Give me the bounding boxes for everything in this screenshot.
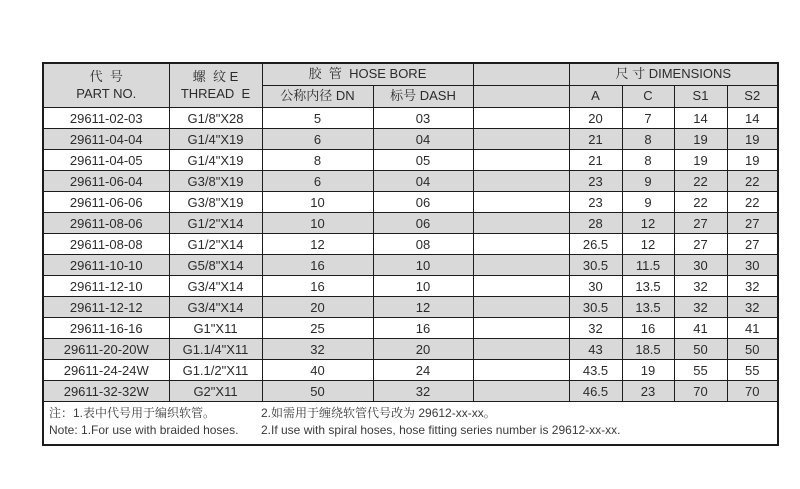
col-header-thread (169, 63, 262, 108)
dim-a-cell: 30.5 (569, 297, 622, 318)
spec-table (42, 62, 779, 446)
dim-c-cell: 7 (622, 108, 674, 129)
dash-cell: 04 (373, 129, 473, 150)
dim-s1-cell: 19 (674, 129, 727, 150)
dim-c-cell: 18.5 (622, 339, 674, 360)
part-no-cell: 29611-08-08 (43, 234, 169, 255)
dim-c-cell: 16 (622, 318, 674, 339)
thread-cn-label: 螺 纹 E (192, 69, 239, 85)
blank-cell (473, 276, 569, 297)
blank-cell (473, 255, 569, 276)
blank-cell (473, 339, 569, 360)
blank-cell (473, 318, 569, 339)
dim-c-cell: 19 (622, 360, 674, 381)
dim-s2-cell: 32 (727, 297, 778, 318)
notes-cell (43, 402, 778, 445)
note-cn-2: 2.如需用于缠绕软管代号改为 29612-xx-xx。 (261, 406, 496, 420)
thread-cell: G3/4"X14 (169, 297, 262, 318)
dim-c-cell: 13.5 (622, 276, 674, 297)
note-cn-1: 注：1.表中代号用于编织软管。 (49, 406, 216, 420)
table-row (43, 171, 778, 192)
blank-cell (473, 213, 569, 234)
part-no-en-label: PART NO. (76, 85, 137, 101)
dash-cell: 10 (373, 276, 473, 297)
dn-cell: 25 (262, 318, 373, 339)
table-row (43, 129, 778, 150)
blank-cell (473, 360, 569, 381)
blank-cell (473, 108, 569, 129)
dash-cell: 06 (373, 213, 473, 234)
dim-s1-cell: 27 (674, 234, 727, 255)
part-no-cell: 29611-06-06 (43, 192, 169, 213)
dn-cell: 50 (262, 381, 373, 402)
table-row (43, 255, 778, 276)
thread-cell: G1/2"X14 (169, 213, 262, 234)
dash-cell: 32 (373, 381, 473, 402)
note-line-cn (49, 405, 772, 422)
notes-row (43, 402, 778, 445)
col-header-part-no (43, 63, 169, 108)
dn-cell: 16 (262, 255, 373, 276)
table-row (43, 213, 778, 234)
dim-c-cell: 8 (622, 150, 674, 171)
part-no-cell: 29611-12-12 (43, 297, 169, 318)
thread-cell: G1/2"X14 (169, 234, 262, 255)
dim-s2-cell: 22 (727, 192, 778, 213)
col-header-blank-bottom (473, 86, 569, 108)
thread-cell: G2"X11 (169, 381, 262, 402)
dim-a-cell: 23 (569, 171, 622, 192)
dim-c-cell: 12 (622, 234, 674, 255)
dash-cell: 24 (373, 360, 473, 381)
dim-c-cell: 9 (622, 171, 674, 192)
part-no-cell: 29611-10-10 (43, 255, 169, 276)
dn-cell: 20 (262, 297, 373, 318)
dim-a-cell: 30.5 (569, 255, 622, 276)
dim-a-cell: 32 (569, 318, 622, 339)
thread-cell: G3/4"X14 (169, 276, 262, 297)
dn-cell: 5 (262, 108, 373, 129)
dim-s1-cell: 50 (674, 339, 727, 360)
dn-cell: 10 (262, 213, 373, 234)
dash-cell: 10 (373, 255, 473, 276)
dim-a-cell: 21 (569, 150, 622, 171)
thread-en-label: THREAD E (180, 85, 251, 101)
table-row (43, 297, 778, 318)
col-header-s1: S1 (674, 86, 727, 108)
part-no-cell: 29611-04-04 (43, 129, 169, 150)
thread-cell: G1"X11 (169, 318, 262, 339)
dash-cell: 20 (373, 339, 473, 360)
dn-cell: 10 (262, 192, 373, 213)
col-header-blank-top (473, 63, 569, 86)
dim-s1-cell: 27 (674, 213, 727, 234)
note-line-en (49, 422, 772, 439)
dn-cell: 6 (262, 129, 373, 150)
table-body (43, 108, 778, 445)
dim-s2-cell: 30 (727, 255, 778, 276)
dash-cell: 06 (373, 192, 473, 213)
dim-a-cell: 21 (569, 129, 622, 150)
blank-cell (473, 129, 569, 150)
dim-s2-cell: 14 (727, 108, 778, 129)
table-row (43, 339, 778, 360)
dim-s1-cell: 70 (674, 381, 727, 402)
dim-s1-cell: 22 (674, 171, 727, 192)
dim-s2-cell: 19 (727, 129, 778, 150)
part-no-cell: 29611-04-05 (43, 150, 169, 171)
dim-s2-cell: 70 (727, 381, 778, 402)
part-no-cell: 29611-32-32W (43, 381, 169, 402)
part-no-cn-label: 代 号 (89, 69, 123, 85)
dim-c-cell: 9 (622, 192, 674, 213)
dim-c-cell: 8 (622, 129, 674, 150)
part-no-cell: 29611-24-24W (43, 360, 169, 381)
col-header-dash: 标号 DASH (373, 86, 473, 108)
col-header-a: A (569, 86, 622, 108)
dim-s2-cell: 41 (727, 318, 778, 339)
dim-a-cell: 43 (569, 339, 622, 360)
thread-cell: G1/4"X19 (169, 129, 262, 150)
table-header (43, 63, 778, 108)
col-header-s2: S2 (727, 86, 778, 108)
col-header-dn: 公称内径 DN (262, 86, 373, 108)
col-group-dimensions: 尺 寸 DIMENSIONS (569, 63, 778, 86)
table-row (43, 150, 778, 171)
dim-a-cell: 26.5 (569, 234, 622, 255)
table-row (43, 108, 778, 129)
dash-cell: 08 (373, 234, 473, 255)
dim-a-cell: 23 (569, 192, 622, 213)
blank-cell (473, 297, 569, 318)
dn-cell: 32 (262, 339, 373, 360)
part-no-cell: 29611-08-06 (43, 213, 169, 234)
dim-s2-cell: 27 (727, 234, 778, 255)
thread-cell: G3/8"X19 (169, 192, 262, 213)
thread-cell: G1.1/2"X11 (169, 360, 262, 381)
dim-a-cell: 46.5 (569, 381, 622, 402)
dn-cell: 6 (262, 171, 373, 192)
thread-cell: G1.1/4"X11 (169, 339, 262, 360)
note-en-2: 2.If use with spiral hoses, hose fitting series number is 29612-xx-xx. (261, 423, 621, 438)
dash-cell: 03 (373, 108, 473, 129)
part-no-cell: 29611-12-10 (43, 276, 169, 297)
table-row (43, 192, 778, 213)
dim-c-cell: 11.5 (622, 255, 674, 276)
dim-s1-cell: 55 (674, 360, 727, 381)
dim-s1-cell: 19 (674, 150, 727, 171)
thread-cell: G3/8"X19 (169, 171, 262, 192)
dim-c-cell: 23 (622, 381, 674, 402)
part-no-cell: 29611-06-04 (43, 171, 169, 192)
note-en-1: Note: 1.For use with braided hoses. (49, 423, 239, 438)
dim-c-cell: 13.5 (622, 297, 674, 318)
table-row (43, 360, 778, 381)
fitting-spec-table (42, 62, 779, 446)
dim-s1-cell: 41 (674, 318, 727, 339)
blank-cell (473, 381, 569, 402)
dn-cell: 16 (262, 276, 373, 297)
blank-cell (473, 150, 569, 171)
dim-s1-cell: 32 (674, 297, 727, 318)
blank-cell (473, 192, 569, 213)
header-row-1 (43, 63, 778, 86)
dim-a-cell: 20 (569, 108, 622, 129)
dim-s1-cell: 14 (674, 108, 727, 129)
thread-cell: G1/8"X28 (169, 108, 262, 129)
dn-cell: 40 (262, 360, 373, 381)
col-group-hose-bore: 胶 管 HOSE BORE (262, 63, 473, 86)
dim-s1-cell: 30 (674, 255, 727, 276)
table-row (43, 381, 778, 402)
dim-s2-cell: 50 (727, 339, 778, 360)
dim-s1-cell: 22 (674, 192, 727, 213)
dim-s2-cell: 22 (727, 171, 778, 192)
dash-cell: 16 (373, 318, 473, 339)
dash-cell: 05 (373, 150, 473, 171)
part-no-cell: 29611-16-16 (43, 318, 169, 339)
dim-a-cell: 30 (569, 276, 622, 297)
table-row (43, 234, 778, 255)
dash-cell: 12 (373, 297, 473, 318)
thread-cell: G5/8"X14 (169, 255, 262, 276)
dim-s1-cell: 32 (674, 276, 727, 297)
dim-s2-cell: 27 (727, 213, 778, 234)
blank-cell (473, 234, 569, 255)
dim-c-cell: 12 (622, 213, 674, 234)
dim-s2-cell: 19 (727, 150, 778, 171)
part-no-cell: 29611-02-03 (43, 108, 169, 129)
dn-cell: 12 (262, 234, 373, 255)
col-header-c: C (622, 86, 674, 108)
table-row (43, 318, 778, 339)
dim-a-cell: 28 (569, 213, 622, 234)
dash-cell: 04 (373, 171, 473, 192)
dim-a-cell: 43.5 (569, 360, 622, 381)
dim-s2-cell: 32 (727, 276, 778, 297)
thread-cell: G1/4"X19 (169, 150, 262, 171)
dim-s2-cell: 55 (727, 360, 778, 381)
dn-cell: 8 (262, 150, 373, 171)
table-row (43, 276, 778, 297)
part-no-cell: 29611-20-20W (43, 339, 169, 360)
blank-cell (473, 171, 569, 192)
